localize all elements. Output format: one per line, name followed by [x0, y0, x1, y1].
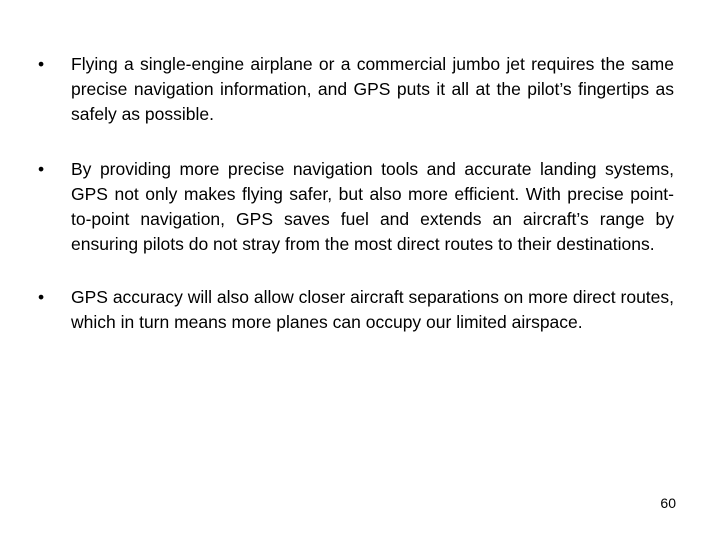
bullet-text: GPS accuracy will also allow closer aircraft separations on more direct routes, which in turn means more planes can occupy our limited airspace. — [71, 287, 675, 332]
bullet-item-single-engine — [38, 52, 674, 127]
bullet-item-gps-accuracy — [38, 285, 674, 335]
bullet-icon: • — [38, 287, 45, 307]
bullet-item-navigation-tools — [38, 157, 674, 257]
bullet-list — [38, 52, 674, 365]
bullet-text: Flying a single-engine airplane or a commercial jumbo jet requires the same precise navigation information, and GPS puts it all at the pilot’s fingertips as safely as possible. — [71, 54, 674, 124]
bullet-text: By providing more precise navigation tools and accurate landing systems, GPS not only makes flying safer, but also more efficient. With precise point-to-point navigation, GPS saves fuel and extends an aircraft’s range by ensuring pilots do not stray from the most direct routes to their destinations. — [71, 159, 674, 254]
page-number: 60 — [660, 495, 676, 511]
bullet-icon: • — [38, 54, 45, 74]
bullet-icon: • — [38, 159, 45, 179]
